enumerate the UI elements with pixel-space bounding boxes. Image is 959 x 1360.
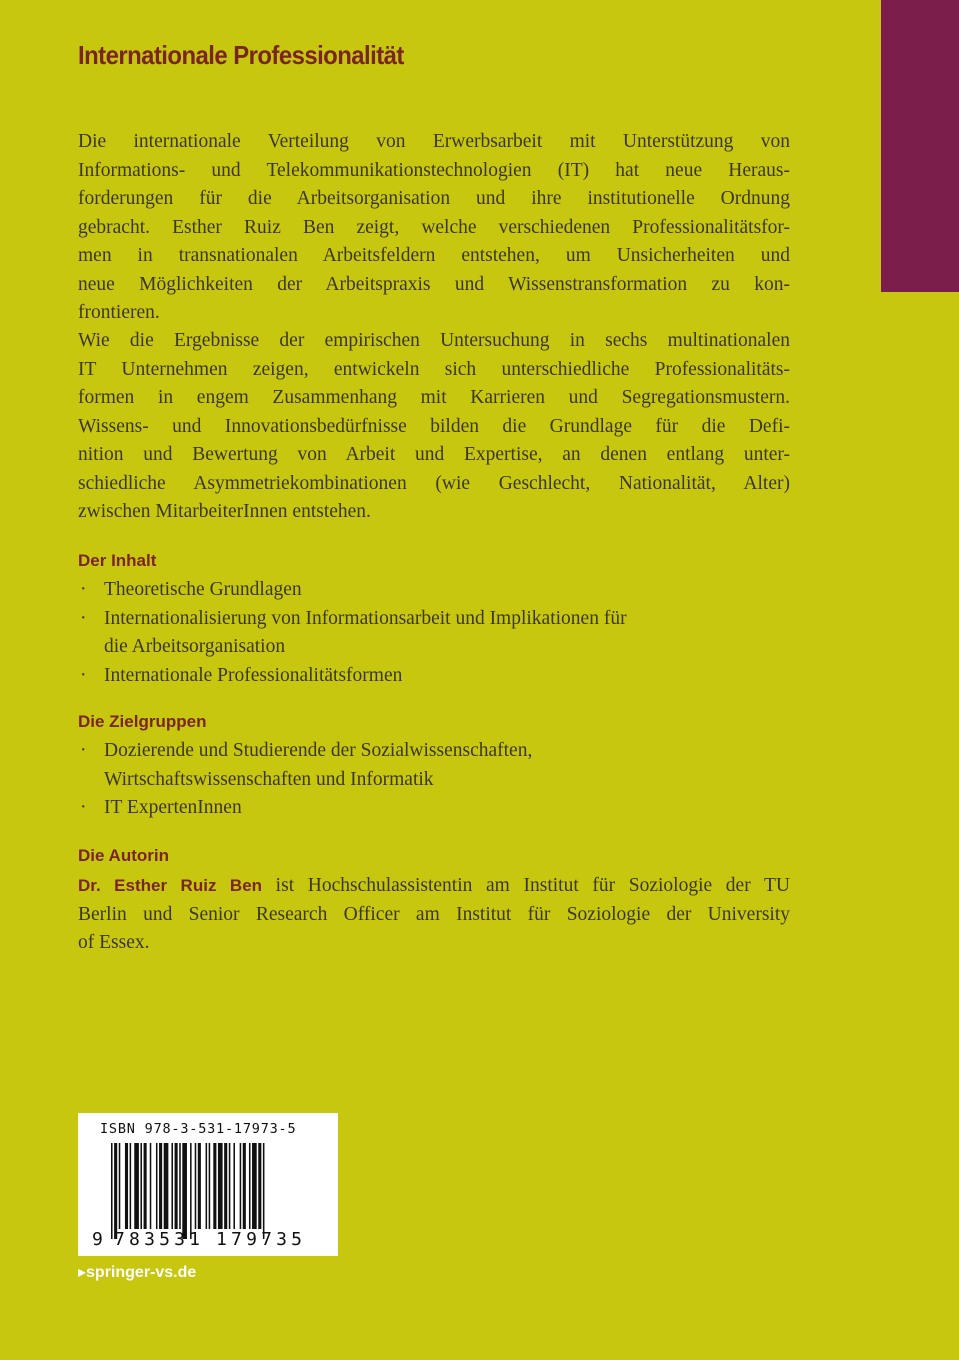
target-groups-heading: Die Zielgruppen: [78, 712, 207, 731]
bullet-icon: ·: [80, 797, 87, 818]
contents-heading: Der Inhalt: [78, 551, 157, 570]
target-groups-list: [78, 737, 790, 823]
barcode-bar: [229, 1143, 231, 1229]
barcode-bar: [249, 1143, 251, 1229]
barcode-bar: [252, 1143, 257, 1229]
author-bio: Dr. Esther Ruiz Ben ist Hochschulassistentin am Institut für Soziologie der TU Berlin und Senior Research Officer am Institut für Soziologie der University of Essex.: [78, 875, 790, 953]
list-item-text: Wirtschaftswissenschaften und Informatik: [104, 768, 434, 790]
list-item-text: Theoretische Grundlagen: [104, 579, 302, 600]
list-item: [78, 794, 790, 823]
barcode-bar: [224, 1143, 227, 1229]
barcode-bar: [182, 1143, 187, 1239]
barcode-bar: [198, 1143, 201, 1229]
barcode-bar: [240, 1143, 242, 1229]
list-item-text: Dozierende und Studierende der Sozialwissenschaften,: [104, 740, 533, 761]
barcode-bar: [206, 1143, 208, 1229]
contents-list: [78, 576, 790, 690]
barcode-digits-left: 783531: [114, 1229, 205, 1250]
bullet-icon: ·: [80, 607, 87, 629]
barcode-digit-first: 9: [92, 1229, 103, 1250]
paragraph-1-line: gebracht. Esther Ruiz Ben zeigt, welche verschiedenen Professionalitätsfor-: [78, 216, 790, 238]
barcode-bar: [233, 1143, 235, 1229]
description-paragraph-2: [78, 327, 790, 527]
paragraph-2-line: IT Unternehmen zeigen, entwickeln sich unterschiedliche Professionalitäts-: [78, 358, 790, 380]
isbn-label: ISBN 978-3-531-17973-5: [100, 1121, 297, 1137]
barcode-bar: [134, 1143, 139, 1229]
barcode-bar: [171, 1143, 173, 1229]
publisher-link[interactable]: ▸springer-vs.de: [78, 1264, 197, 1281]
paragraph-2-line: schiedliche Asymmetriekombinationen (wie Geschlecht, Nationalität, Alter): [78, 472, 790, 494]
barcode-bar: [144, 1143, 147, 1229]
paragraph-1-line: men in transnationalen Arbeitsfeldern entstehen, um Unsicherheiten und: [78, 245, 790, 266]
paragraph-2-line: formen in engem Zusammenhang mit Karrieren und Segregationsmustern.: [78, 387, 790, 408]
barcode-bar: [179, 1143, 181, 1229]
list-item-text: die Arbeitsorganisation: [104, 636, 286, 657]
barcode-bar: [125, 1143, 128, 1229]
barcode-bar: [195, 1143, 197, 1229]
author-heading: Die Autorin: [78, 846, 169, 865]
description-paragraph-1: [78, 128, 790, 328]
barcode-bar: [119, 1143, 121, 1229]
author-name: Dr. Esther Ruiz Ben: [78, 876, 263, 895]
paragraph-1-line: Informations- und Telekommunikationstechnologien (IT) hat neue Heraus-: [78, 159, 790, 181]
paragraph-1-line: Die internationale Verteilung von Erwerbsarbeit mit Unterstützung von: [78, 131, 790, 152]
barcode-bar: [218, 1143, 223, 1229]
barcode-bar: [258, 1143, 261, 1229]
barcode-bar: [190, 1143, 192, 1239]
barcode-bar: [159, 1143, 162, 1229]
barcode-digits-right: 179735: [216, 1229, 307, 1250]
barcode-bar: [175, 1143, 178, 1229]
accent-bar: [881, 0, 959, 292]
list-item: [78, 605, 790, 662]
barcode-bar: [150, 1143, 152, 1229]
isbn-barcode: [78, 1113, 338, 1256]
list-item-text: IT ExpertenInnen: [104, 797, 242, 818]
barcode-bar: [156, 1143, 158, 1229]
book-title: Internationale Professionalität: [78, 40, 404, 70]
list-item-text: Internationale Professionalitätsformen: [104, 664, 403, 686]
barcode-bar: [130, 1143, 132, 1229]
list-item: [78, 576, 790, 605]
barcode-bar: [164, 1143, 169, 1229]
paragraph-2-line: zwischen MitarbeiterInnen entstehen.: [78, 501, 371, 522]
list-item: [78, 737, 790, 794]
barcode-bar: [213, 1143, 216, 1229]
barcode-bar: [243, 1143, 246, 1229]
barcode-bar: [263, 1143, 265, 1239]
barcode-bar: [209, 1143, 211, 1229]
bullet-icon: ·: [80, 740, 87, 761]
barcode-bar: [111, 1143, 113, 1239]
barcode-bar: [114, 1143, 117, 1239]
paragraph-2-line: Wie die Ergebnisse der empirischen Untersuchung in sechs multinationalen: [78, 330, 790, 351]
paragraph-1-line: neue Möglichkeiten der Arbeitspraxis und Wissenstransformation zu kon-: [78, 273, 790, 295]
paragraph-2-line: nition und Bewertung von Arbeit und Expertise, an denen entlang unter-: [78, 444, 790, 465]
paragraph-1-line: forderungen für die Arbeitsorganisation und ihre institutionelle Ordnung: [78, 188, 790, 209]
bullet-icon: ·: [80, 664, 87, 686]
bullet-icon: ·: [80, 579, 87, 600]
list-item: [78, 662, 790, 691]
paragraph-1-line: frontieren.: [78, 302, 160, 323]
barcode-bar: [140, 1143, 142, 1229]
list-item-text: Internationalisierung von Informationsarbeit und Implikationen für: [104, 607, 627, 629]
paragraph-2-line: Wissens- und Innovationsbedürfnisse bilden die Grundlage für die Defi-: [78, 415, 790, 437]
